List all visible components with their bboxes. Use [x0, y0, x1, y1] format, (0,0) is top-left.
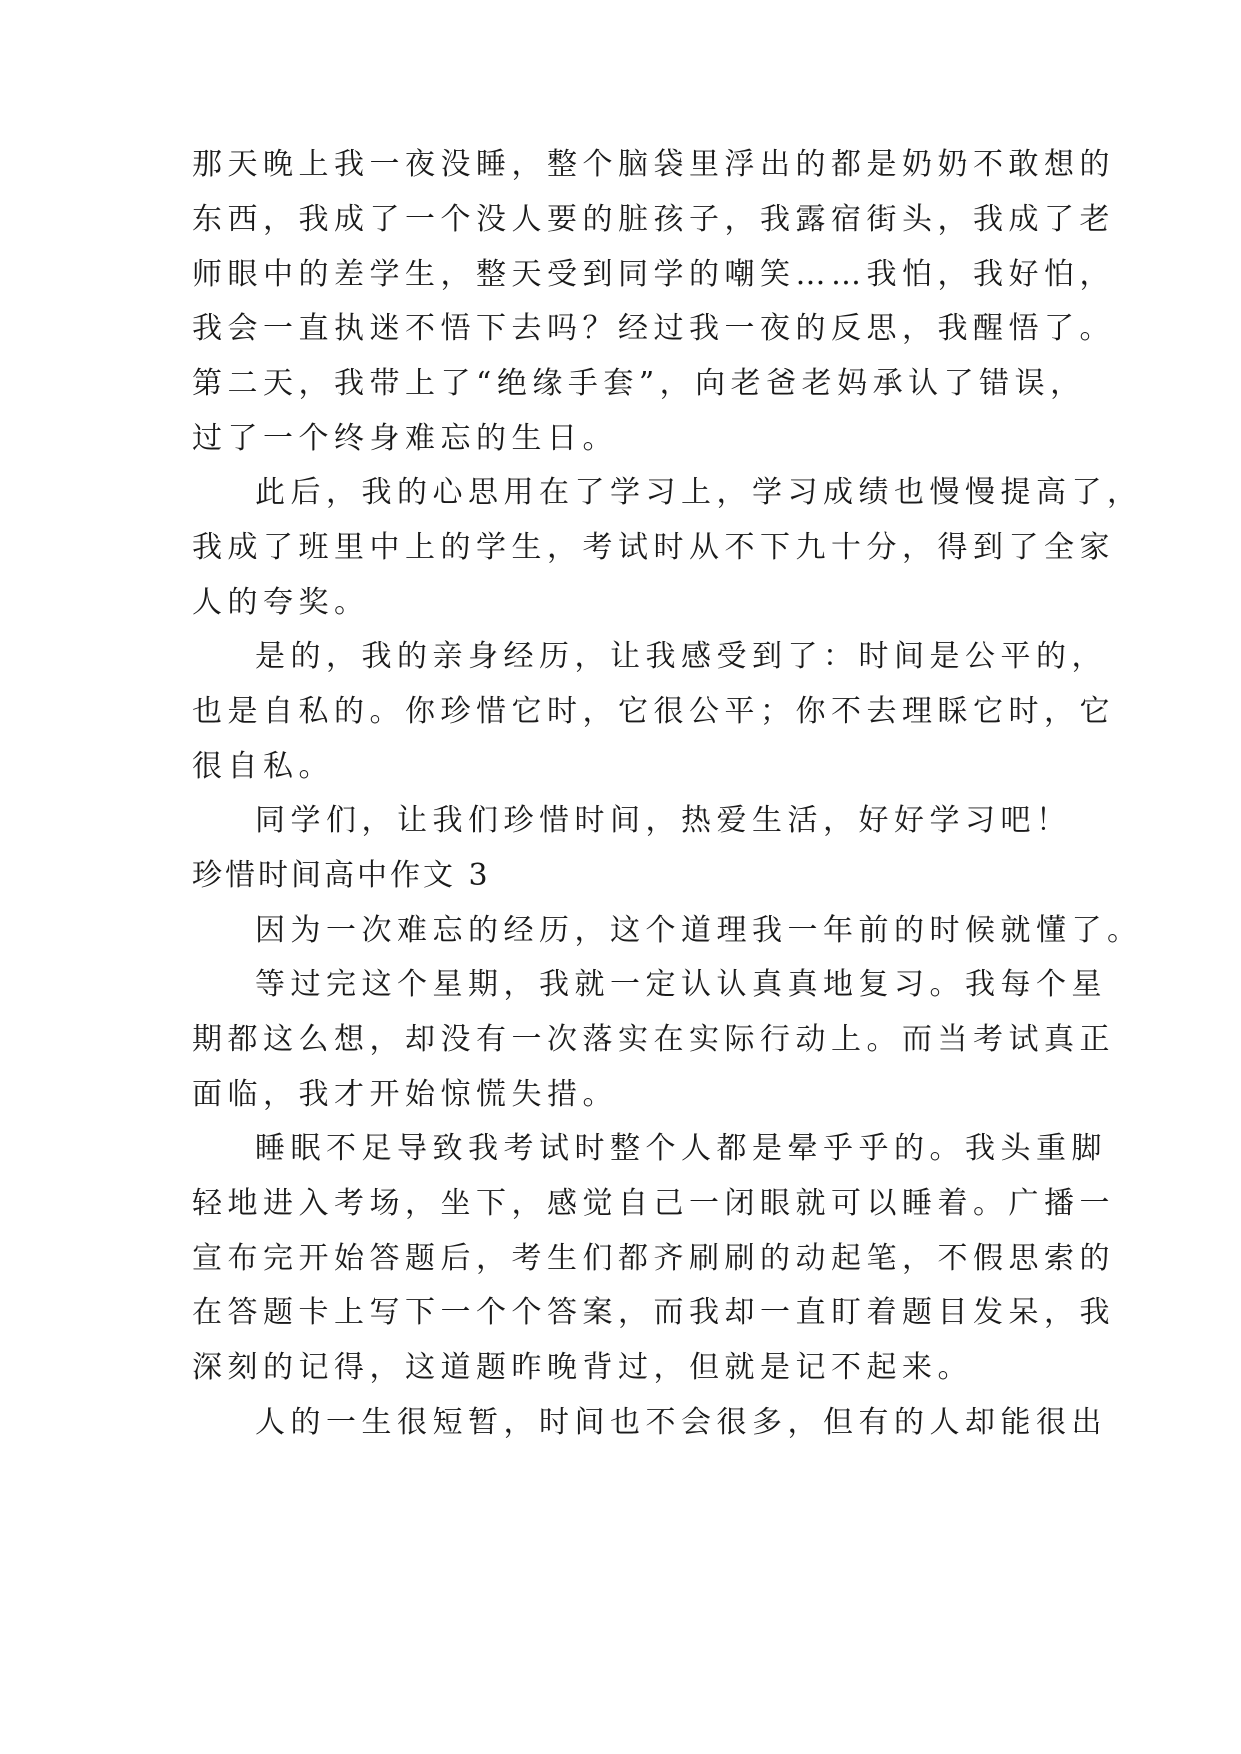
paragraph-first-line: 人的一生很短暂，时间也不会很多，但有的人却能很出	[255, 1405, 1107, 1440]
paragraph-first-line: 因为一次难忘的经历，这个道理我一年前的时候就懂了。	[255, 913, 1143, 948]
paragraph-first-line: 是的，我的亲身经历，让我感受到了：时间是公平的，	[255, 639, 1107, 674]
text-line: 面临，我才开始惊慌失措。	[192, 1077, 618, 1112]
paragraph-first-line: 睡眠不足导致我考试时整个人都是晕乎乎的。我头重脚	[255, 1131, 1107, 1166]
text-line: 东西，我成了一个没人要的脏孩子，我露宿街头，我成了老	[192, 202, 1115, 237]
text-line: 在答题卡上写下一个个答案，而我却一直盯着题目发呆，我	[192, 1295, 1115, 1330]
text-line: 第二天，我带上了“绝缘手套”，向老爸老妈承认了错误，	[192, 366, 1086, 401]
text-line: 期都这么想，却没有一次落实在实际行动上。而当考试真正	[192, 1022, 1115, 1057]
text-line: 过了一个终身难忘的生日。	[192, 421, 618, 456]
text-line: 也是自私的。你珍惜它时，它很公平；你不去理睬它时，它	[192, 694, 1115, 729]
text-line: 人的夸奖。	[192, 585, 370, 620]
section-heading: 珍惜时间高中作文 3	[192, 858, 491, 893]
text-line: 宣布完开始答题后，考生们都齐刷刷的动起笔，不假思索的	[192, 1241, 1115, 1276]
paragraph-first-line: 等过完这个星期，我就一定认认真真地复习。我每个星	[255, 967, 1107, 1002]
text-line: 很自私。	[192, 749, 334, 784]
text-line: 那天晚上我一夜没睡，整个脑袋里浮出的都是奶奶不敢想的	[192, 147, 1115, 182]
paragraph-first-line: 此后，我的心思用在了学习上，学习成绩也慢慢提高了，	[255, 475, 1143, 510]
text-line: 轻地进入考场，坐下，感觉自己一闭眼就可以睡着。广播一	[192, 1186, 1115, 1221]
text-line: 我会一直执迷不悟下去吗？经过我一夜的反思，我醒悟了。	[192, 311, 1115, 346]
paragraph-first-line: 同学们，让我们珍惜时间，热爱生活，好好学习吧！	[255, 803, 1072, 838]
text-line: 深刻的记得，这道题昨晚背过，但就是记不起来。	[192, 1350, 973, 1385]
text-line: 我成了班里中上的学生，考试时从不下九十分，得到了全家	[192, 530, 1115, 565]
text-line: 师眼中的差学生，整天受到同学的嘲笑……我怕，我好怕，	[192, 257, 1115, 292]
